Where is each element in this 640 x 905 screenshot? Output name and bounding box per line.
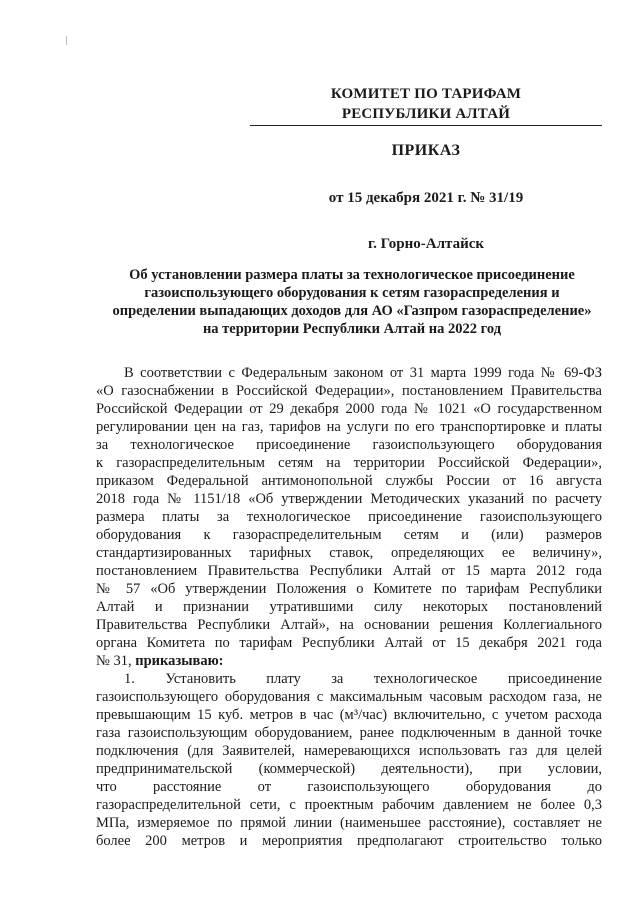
preamble-line: размера платы за технологическое присоединение газоиспользующего <box>96 509 602 525</box>
preamble-final-text: № 31, <box>96 653 136 669</box>
preamble-final-line <box>96 652 602 670</box>
item-1-line: МПа, измеряемое по прямой линии (наименьшее расстояние), составляет не <box>96 815 602 831</box>
item-1-line: предпринимательской (коммерческой) деятельности), при условии, <box>96 761 602 777</box>
preamble-line: В соответствии с Федеральным законом от 31 марта 1999 года № 69-ФЗ <box>124 365 602 381</box>
order-city: г. Горно-Алтайск <box>367 236 485 252</box>
preamble-line: постановлением Правительства Республики Алтай от 15 марта 2012 года <box>96 563 602 579</box>
preamble-line: Правительства Республики Алтай», на основании решения Коллегиального <box>96 617 602 633</box>
preamble-line: «О газоснабжении в Российской Федерации», постановлением Правительства <box>96 383 602 399</box>
preamble-line: за технологическое присоединение газоиспользующего оборудования <box>96 437 602 453</box>
item-1-line: более 200 метров и мероприятия предполагают строительство только <box>96 833 602 849</box>
preamble-line: приказом Федеральной антимонопольной службы России от 16 августа <box>96 473 602 489</box>
preamble-line: № 57 «Об утверждении Положения о Комитете по тарифам Республики <box>96 581 602 597</box>
order-title: ПРИКАЗ <box>391 142 461 159</box>
order-verb: приказываю: <box>135 653 224 669</box>
preamble-line: оборудования к газораспределительным сетям и (или) размеров <box>96 527 602 543</box>
order-subject <box>96 266 608 338</box>
subject-line: на территории Республики Алтай на 2022 год <box>202 321 502 337</box>
committee-header <box>250 84 602 124</box>
subject-line: газоиспользующего оборудования к сетям газораспределения и <box>144 285 560 301</box>
order-body <box>96 364 602 850</box>
committee-name-line-1: КОМИТЕТ ПО ТАРИФАМ <box>330 86 522 102</box>
item-1-line: газораспределительной сети, с проектным рабочим давлением не более 0,3 <box>96 797 602 813</box>
item-1-line: что расстояние от газоиспользующего оборудования до <box>96 779 602 795</box>
subject-line: Об установлении размера платы за технологическое присоединение <box>129 267 575 283</box>
preamble-line: регулировании цен на газ, тарифов на услуги по его транспортировке и платы <box>96 419 602 435</box>
preamble-line: стандартизированных тарифных ставок, определяющих ее величину», <box>96 545 602 561</box>
order-date: от 15 декабря 2021 г. № 31/19 <box>328 190 524 206</box>
preamble-line: к газораспределительным сетям на территории Российской Федерации», <box>96 455 602 471</box>
preamble-line: Российской Федерации от 29 декабря 2000 года № 1021 «О государственном <box>96 401 602 417</box>
item-1-line: подключения (для Заявителей, намеревающихся использовать газ для целей <box>96 743 602 759</box>
subject-line: определении выпадающих доходов для АО «Газпром газораспределение» <box>112 303 592 319</box>
preamble-line: Алтай и признании утратившими силу некоторых постановлений <box>96 599 602 615</box>
item-1-line: 1. Установить плату за технологическое присоединение <box>124 671 602 687</box>
committee-name-line-2: РЕСПУБЛИКИ АЛТАЙ <box>341 106 511 122</box>
preamble-line: органа Комитета по тарифам Республики Алтай от 15 декабря 2021 года <box>96 635 602 651</box>
preamble-line: 2018 года № 1151/18 «Об утверждении Методических указаний по расчету <box>96 491 602 507</box>
scan-mark <box>66 36 67 45</box>
header-divider <box>250 125 602 126</box>
item-1-line: газа газоиспользующим оборудованием, ранее подключенным в данной точке <box>96 725 602 741</box>
item-1-line: превышающим 15 куб. метров в час (м³/час) включительно, с учетом расхода <box>96 707 602 723</box>
item-1-line: газоиспользующего оборудования с максимальным часовым расходом газа, не <box>96 689 602 705</box>
